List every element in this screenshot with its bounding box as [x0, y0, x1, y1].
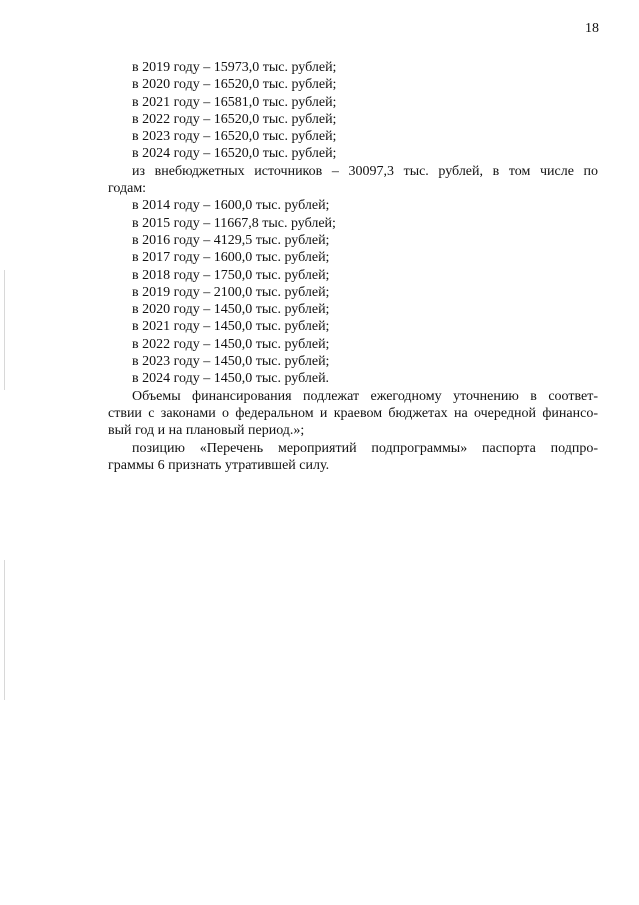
text-line: в 2021 году – 16581,0 тыс. рублей;: [132, 94, 337, 110]
text-line: в 2023 году – 1450,0 тыс. рублей;: [132, 354, 330, 370]
text-line: в 2015 году – 11667,8 тыс. рублей;: [132, 215, 336, 231]
text-line: в 2022 году – 16520,0 тыс. рублей;: [132, 111, 337, 127]
text-line: в 2024 году – 16520,0 тыс. рублей;: [132, 146, 337, 162]
text-line: ствии с законами о федеральном и краевом бюджетах на очередной финансо-: [108, 405, 598, 421]
text-line: из внебюджетных источников – 30097,3 тыс. рублей, в том числе по: [132, 163, 598, 179]
scan-edge-mark: [4, 560, 5, 700]
text-line: позицию «Перечень мероприятий подпрограммы» паспорта подпро-: [132, 440, 598, 456]
text-line: в 2023 году – 16520,0 тыс. рублей;: [132, 129, 337, 145]
text-line: в 2020 году – 16520,0 тыс. рублей;: [132, 77, 337, 93]
text-line: Объемы финансирования подлежат ежегодному уточнению в соответ-: [132, 388, 598, 404]
document-body: [108, 59, 598, 474]
text-line: в 2024 году – 1450,0 тыс. рублей.: [132, 371, 330, 387]
text-line: в 2021 году – 1450,0 тыс. рублей;: [132, 319, 330, 335]
text-line: граммы 6 признать утратившей силу.: [108, 457, 330, 473]
text-line: вый год и на плановый период.»;: [108, 423, 305, 439]
text-line: в 2017 году – 1600,0 тыс. рублей;: [132, 250, 330, 266]
text-line: в 2016 году – 4129,5 тыс. рублей;: [132, 232, 330, 248]
text-line: в 2014 году – 1600,0 тыс. рублей;: [132, 198, 330, 214]
text-line: в 2019 году – 15973,0 тыс. рублей;: [132, 60, 337, 75]
page-number: 18: [585, 21, 599, 36]
text-line: годам:: [108, 181, 147, 197]
text-line: в 2020 году – 1450,0 тыс. рублей;: [132, 302, 330, 318]
text-line: в 2018 году – 1750,0 тыс. рублей;: [132, 267, 330, 283]
text-line: в 2019 году – 2100,0 тыс. рублей;: [132, 284, 330, 300]
scan-edge-mark: [4, 270, 5, 390]
text-line: в 2022 году – 1450,0 тыс. рублей;: [132, 336, 330, 352]
